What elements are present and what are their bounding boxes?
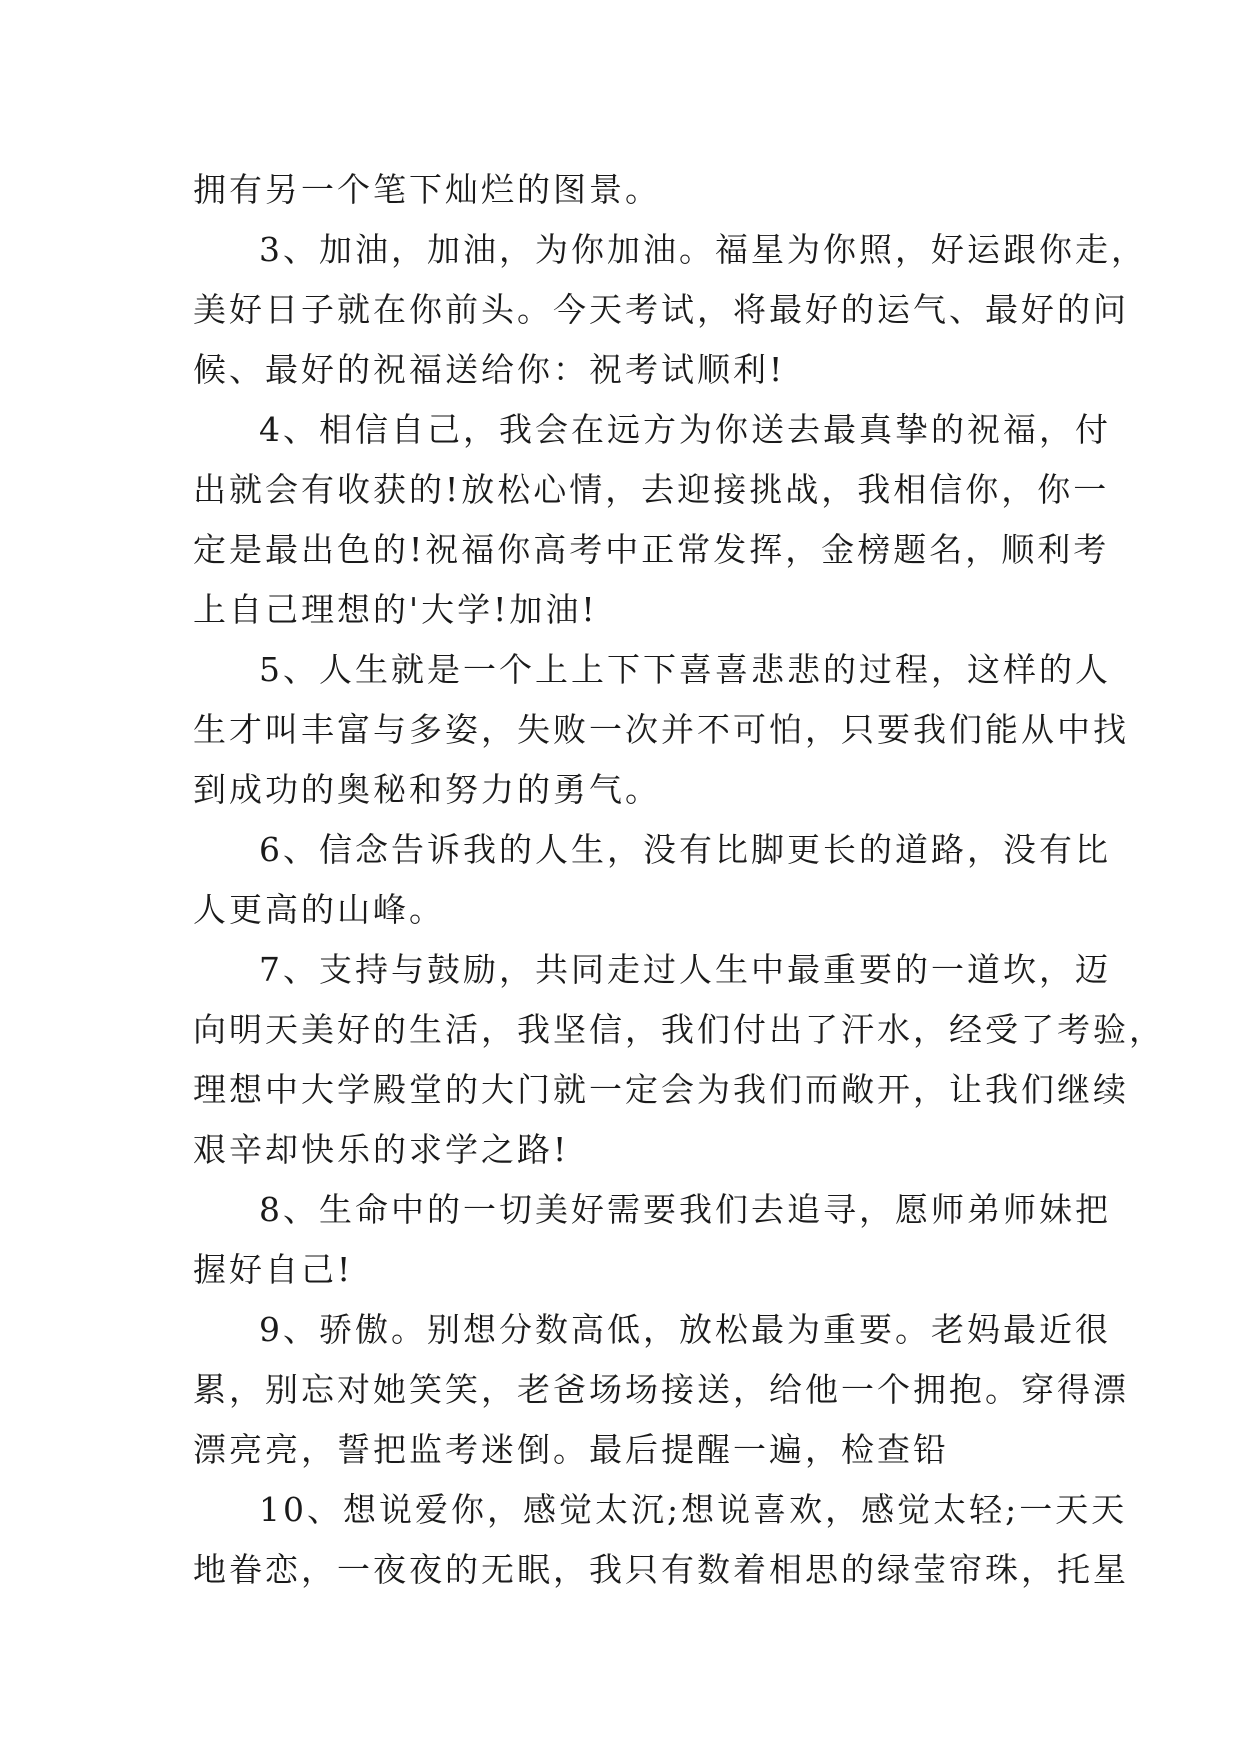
text-line: 拥有另一个笔下灿烂的图景。 — [193, 170, 661, 209]
text-line: 到成功的奥秘和努力的勇气。 — [193, 770, 661, 809]
text-line: 向明天美好的生活，我坚信，我们付出了汗水，经受了考验， — [193, 1010, 1165, 1049]
text-line: 人更高的山峰。 — [193, 890, 445, 929]
text-line: 3、加油，加油，为你加油。福星为你照，好运跟你走， — [259, 230, 1147, 269]
text-line: 握好自己! — [193, 1250, 354, 1289]
text-line: 艰辛却快乐的求学之路! — [193, 1130, 570, 1169]
text-line: 累，别忘对她笑笑，老爸场场接送，给他一个拥抱。穿得漂 — [193, 1370, 1129, 1409]
text-line: 9、骄傲。别想分数高低，放松最为重要。老妈最近很 — [259, 1310, 1111, 1349]
text-line: 10、想说爱你，感觉太沉;想说喜欢，感觉太轻;一天天 — [259, 1490, 1128, 1529]
text-line: 候、最好的祝福送给你：祝考试顺利! — [193, 350, 786, 389]
text-line: 上自己理想的'大学!加油! — [193, 590, 598, 629]
text-line: 5、人生就是一个上上下下喜喜悲悲的过程，这样的人 — [259, 650, 1111, 689]
text-line: 4、相信自己，我会在远方为你送去最真挚的祝福，付 — [259, 410, 1111, 449]
document-body — [193, 160, 1165, 1600]
text-line: 6、信念告诉我的人生，没有比脚更长的道路，没有比 — [259, 830, 1111, 869]
text-line: 出就会有收获的!放松心情，去迎接挑战，我相信你，你一 — [193, 470, 1110, 509]
text-line: 7、支持与鼓励，共同走过人生中最重要的一道坎，迈 — [259, 950, 1111, 989]
text-line: 8、生命中的一切美好需要我们去追寻，愿师弟师妹把 — [259, 1190, 1111, 1229]
text-line: 地眷恋，一夜夜的无眠，我只有数着相思的绿莹帘珠，托星 — [193, 1550, 1129, 1589]
text-line: 定是最出色的!祝福你高考中正常发挥，金榜题名，顺利考 — [193, 530, 1110, 569]
text-line: 理想中大学殿堂的大门就一定会为我们而敞开，让我们继续 — [193, 1070, 1129, 1109]
text-line: 漂亮亮，誓把监考迷倒。最后提醒一遍，检查铅 — [193, 1430, 949, 1469]
text-line: 生才叫丰富与多姿，失败一次并不可怕，只要我们能从中找 — [193, 710, 1129, 749]
text-line: 美好日子就在你前头。今天考试，将最好的运气、最好的问 — [193, 290, 1129, 329]
